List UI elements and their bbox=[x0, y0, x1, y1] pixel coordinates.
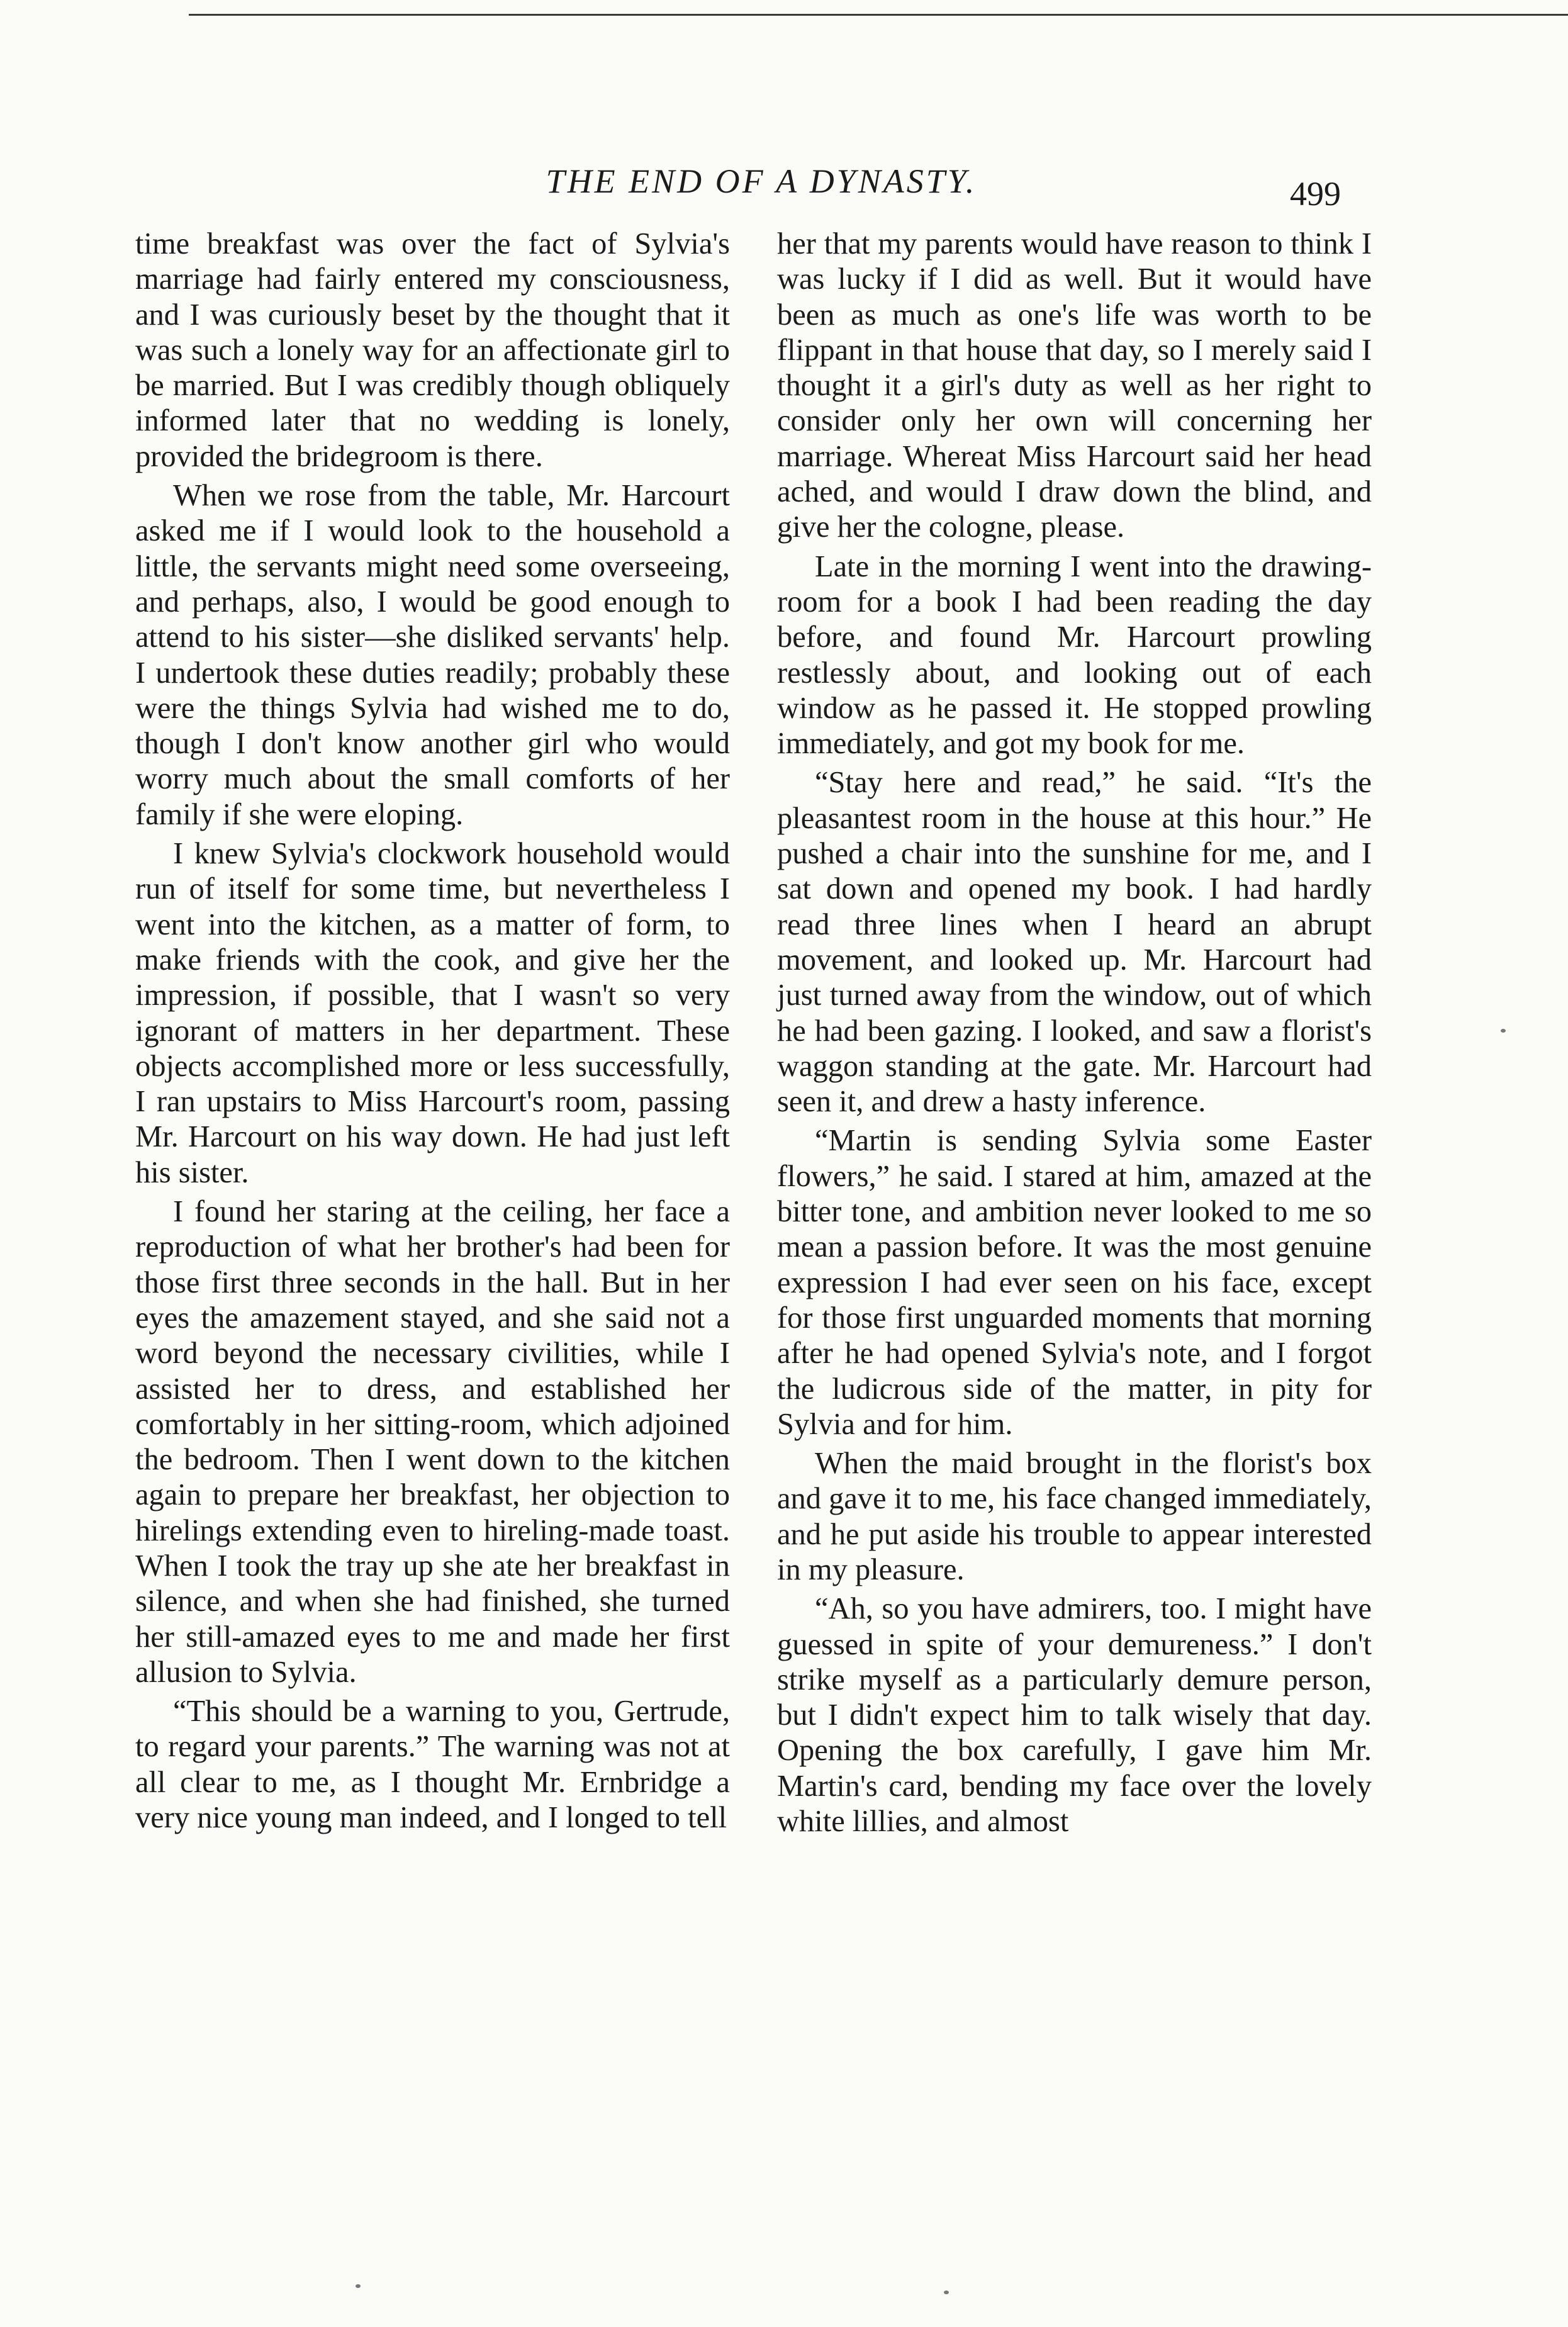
paragraph: her that my parents would have reason to think I was lucky if I did as well. But it would have been as much as one's life was worth to be flippant in that house that day, so I merely said I thought it a girl's duty as well as her right to consider only her own will concerning her marriage. Whereat Miss Harcourt said her head ached, and would I draw down the blind, and give her the cologne, please. bbox=[777, 227, 1372, 544]
print-speck bbox=[356, 2284, 361, 2288]
top-rule bbox=[189, 14, 1568, 16]
paragraph: Late in the morning I went into the drawing-room for a book I had been reading the day before, and found Mr. Harcourt prowling restlessly about, and looking out of each window as he passed it. He stopped prowling immediately, and got my book for me. bbox=[777, 549, 1372, 761]
paragraph: I knew Sylvia's clockwork household would run of itself for some time, but nevertheless I went into the kitchen, as a matter of form, to make friends with the cook, and give her the impression, if possible, that I wasn't so very ignorant of matters in her department. These objects accomplished more or less successfully, I ran upstairs to Miss Harcourt's room, passing Mr. Harcourt on his way down. He had just left his sister. bbox=[135, 837, 730, 1189]
left-column bbox=[135, 227, 730, 1836]
paragraph: “This should be a warning to you, Gertrude, to regard your parents.” The warning was not at all clear to me, as I thought Mr. Ernbridge a very nice young man indeed, and I longed to tell bbox=[135, 1695, 730, 1835]
print-speck bbox=[1501, 1029, 1506, 1033]
running-title: THE END OF A DYNASTY. bbox=[546, 162, 977, 200]
paragraph: I found her staring at the ceiling, her face a reproduction of what her brother's had been for those first three seconds in the hall. But in her eyes the amazement stayed, and she said not a word beyond the necessary civilities, while I assisted her to dress, and established her comfortably in her sitting-room, which adjoined the bedroom. Then I went down to the kitchen again to prepare her breakfast, her objection to hirelings extending even to hireling-made toast. When I took the tray up she ate her breakfast in silence, and when she had finished, she turned her still-amazed eyes to me and made her first allusion to Sylvia. bbox=[135, 1195, 730, 1689]
paragraph: “Ah, so you have admirers, too. I might have guessed in spite of your demureness.” I don't strike myself as a particularly demure person, but I didn't expect him to talk wisely that day. Opening the box carefully, I gave him Mr. Martin's card, bending my face over the lovely white lillies, and almost bbox=[777, 1592, 1372, 1839]
paragraph: When we rose from the table, Mr. Harcourt asked me if I would look to the household a little, the servants might need some overseeing, and perhaps, also, I would be good enough to attend to his sister—she disliked servants' help. I undertook these duties readily; probably these were the things Sylvia had wished me to do, though I don't know another girl who would worry much about the small comforts of her family if she were eloping. bbox=[135, 479, 730, 831]
paragraph: “Martin is sending Sylvia some Easter flowers,” he said. I stared at him, amazed at the bitter tone, and ambition never looked to me so mean a passion before. It was the most genuine expression I had ever seen on his face, except for those first unguarded moments that morning after he had opened Sylvia's note, and I forgot the ludicrous side of the matter, in pity for Sylvia and for him. bbox=[777, 1124, 1372, 1441]
paragraph: When the maid brought in the florist's box and gave it to me, his face changed immediately, and he put aside his trouble to appear interested in my pleasure. bbox=[777, 1447, 1372, 1586]
running-head bbox=[0, 156, 1568, 213]
right-column bbox=[777, 227, 1372, 1839]
print-speck bbox=[944, 2291, 949, 2294]
paragraph: time breakfast was over the fact of Sylvia's marriage had fairly entered my consciousness, and I was curiously beset by the thought that it was such a lonely way for an affectionate girl to be married. But I was credibly though obliquely informed later that no wedding is lonely, provided the bridegroom is there. bbox=[135, 227, 730, 473]
paragraph: “Stay here and read,” he said. “It's the pleasantest room in the house at this hour.” He pushed a chair into the sunshine for me, and I sat down and opened my book. I had hardly read three lines when I heard an abrupt movement, and looked up. Mr. Harcourt had just turned away from the window, out of which he had been gazing. I looked, and saw a florist's waggon standing at the gate. Mr. Harcourt had seen it, and drew a hasty inference. bbox=[777, 766, 1372, 1119]
page-number: 499 bbox=[1290, 175, 1341, 213]
